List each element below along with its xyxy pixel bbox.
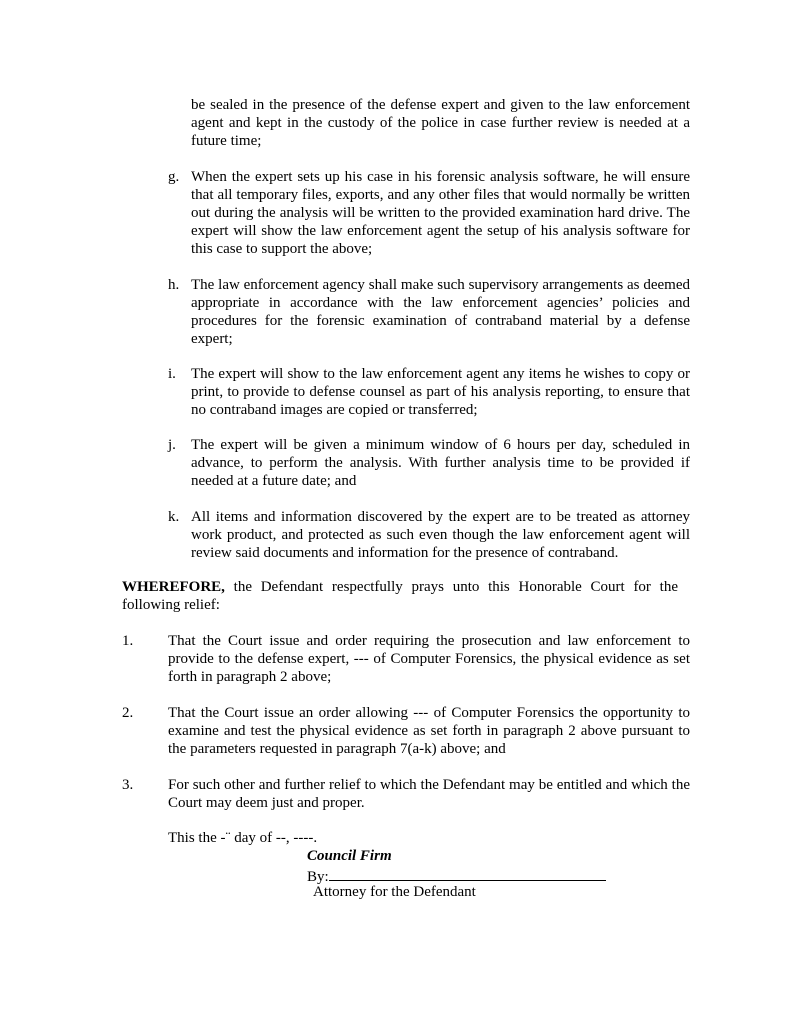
relief-text: That the Court issue and order requiring the prosecution and law enforcement to provide to the defense expert, --- of Computer Forensics, the physical evidence as set forth in paragraph 2 above; [168, 633, 690, 685]
relief-number: 1. [122, 633, 134, 649]
item-text: The expert will show to the law enforcement agent any items he wishes to copy or print, to provide to defense counsel as part of his analysis reporting, to ensure that no contraband images are copied or transferred; [191, 366, 690, 418]
relief-text: That the Court issue an order allowing --- of Computer Forensics the opportunity to examine and test the physical evidence as set forth in paragraph 2 above pursuant to the parameters requested in paragraph 7(a-k) above; and [168, 705, 690, 757]
list-item-g [168, 168, 690, 258]
by-label: By: [307, 869, 329, 885]
item-marker: j. [168, 437, 176, 453]
item-marker: h. [168, 277, 180, 293]
relief-number: 2. [122, 705, 134, 721]
item-marker: g. [168, 169, 180, 185]
continued-paragraph: be sealed in the presence of the defense expert and given to the law enforcement agent and kept in the custody of the police in case further review is needed at a future time; [191, 97, 690, 149]
signature-rule [329, 865, 606, 881]
relief-number: 3. [122, 777, 134, 793]
relief-item-1 [122, 632, 690, 686]
list-item-j [168, 436, 690, 490]
wherefore-text: the Defendant respectfully prays unto this Honorable Court for the following relief: [122, 579, 678, 613]
relief-item-3 [122, 776, 690, 812]
item-text: When the expert sets up his case in his forensic analysis software, he will ensure that all temporary files, exports, and any other files that would normally be written out during the analysis will be written to the provided examination hard drive. The expert will show the law enforcement agent the setup of his analysis software for this case to support the above; [191, 169, 690, 257]
firm-name: Council Firm [307, 848, 392, 864]
wherefore-lead: WHEREFORE, [122, 579, 225, 595]
list-item-k [168, 508, 690, 562]
attorney-role: Attorney for the Defendant [313, 884, 476, 900]
wherefore-paragraph [122, 578, 678, 614]
relief-text: For such other and further relief to which the Defendant may be entitled and which the Court may deem just and proper. [168, 777, 690, 811]
signature-date-line: This the -¨ day of --, ----. [168, 830, 318, 846]
list-item-i [168, 365, 690, 419]
item-marker: k. [168, 509, 180, 525]
item-text: All items and information discovered by the expert are to be treated as attorney work product, and protected as such even though the law enforcement agent will review said documents and information for the presence of contraband. [191, 509, 690, 561]
list-item-h [168, 276, 690, 348]
relief-item-2 [122, 704, 690, 758]
item-marker: i. [168, 366, 176, 382]
item-text: The law enforcement agency shall make such supervisory arrangements as deemed appropriate in accordance with the law enforcement agencies’ policies and procedures for the forensic examination of contraband material by a defense expert; [191, 277, 690, 347]
item-text: The expert will be given a minimum window of 6 hours per day, scheduled in advance, to perform the analysis. With further analysis time to be provided if needed at a future date; and [191, 437, 690, 489]
